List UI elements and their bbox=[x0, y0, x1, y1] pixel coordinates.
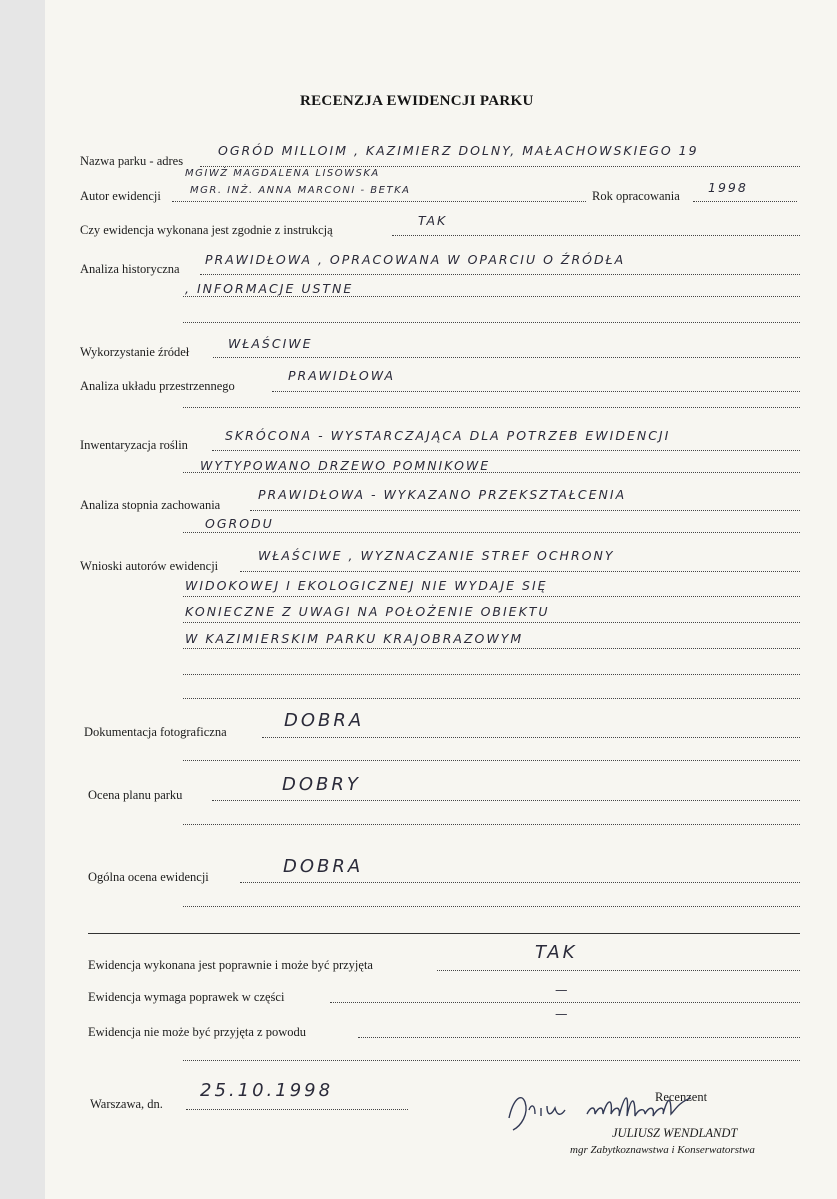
dots-plan bbox=[212, 800, 800, 801]
scan-edge bbox=[0, 0, 45, 1199]
value-date: 25.10.1998 bbox=[200, 1080, 334, 1101]
dots-analiza-hist-1 bbox=[200, 274, 800, 275]
label-wnioski: Wnioski autorów ewidencji bbox=[80, 559, 219, 573]
label-place: Warszawa, dn. bbox=[90, 1097, 163, 1111]
dots-wnioski-4 bbox=[183, 648, 800, 649]
value-nazwa: OGRÓD MILLOIM , KAZIMIERZ DOLNY, MAŁACHOWSKIEGO 19 bbox=[218, 143, 699, 158]
dots-wnioski-6 bbox=[183, 698, 800, 699]
dots-verdict-poprawnie bbox=[437, 970, 800, 971]
value-plan: DOBRY bbox=[282, 774, 361, 795]
dots-plan-2 bbox=[183, 824, 800, 825]
value-verdict-poprawnie: TAK bbox=[535, 942, 578, 963]
dots-uklad bbox=[272, 391, 800, 392]
section-divider bbox=[88, 933, 800, 934]
dots-analiza-hist-2 bbox=[183, 296, 800, 297]
label-verdict-poprawki: Ewidencja wymaga poprawek w części bbox=[88, 990, 285, 1004]
reviewer-role: Recenzent bbox=[655, 1090, 708, 1104]
document-title: RECENZJA EWIDENCJI PARKU bbox=[300, 93, 534, 109]
label-instrukcja: Czy ewidencja wykonana jest zgodnie z instrukcją bbox=[80, 223, 333, 237]
value-verdict-nie: — bbox=[555, 1006, 570, 1021]
value-inwentaryzacja-1: SKRÓCONA - WYSTARCZAJĄCA DLA POTRZEB EWIDENCJI bbox=[225, 428, 671, 443]
dots-inwentaryzacja-1 bbox=[212, 450, 800, 451]
label-verdict-poprawnie: Ewidencja wykonana jest poprawnie i może być przyjęta bbox=[88, 958, 373, 972]
value-autor-top: MGIWŻ MAGDALENA LISOWSKA bbox=[185, 168, 380, 179]
label-uklad: Analiza układu przestrzennego bbox=[80, 379, 235, 393]
value-inwentaryzacja-2: WYTYPOWANO DRZEWO POMNIKOWE bbox=[200, 458, 491, 473]
value-analiza-hist-2: , INFORMACJE USTNE bbox=[185, 281, 354, 296]
label-nazwa: Nazwa parku - adres bbox=[80, 154, 184, 168]
dots-wnioski-1 bbox=[240, 571, 800, 572]
value-uklad: PRAWIDŁOWA bbox=[288, 368, 395, 383]
dots-uklad-2 bbox=[183, 407, 800, 408]
reviewer-name: JULIUSZ WENDLANDT bbox=[612, 1126, 738, 1140]
value-analiza-hist-1: PRAWIDŁOWA , OPRACOWANA W OPARCIU O ŹRÓDŁA bbox=[205, 252, 626, 267]
value-wnioski-4: W KAZIMIERSKIM PARKU KRAJOBRAZOWYM bbox=[185, 631, 524, 646]
dots-stopien-2 bbox=[183, 532, 800, 533]
label-verdict-nie: Ewidencja nie może być przyjęta z powodu bbox=[88, 1025, 306, 1039]
label-fotografia: Dokumentacja fotograficzna bbox=[84, 725, 227, 739]
dots-wnioski-2 bbox=[183, 596, 800, 597]
reviewer-title: mgr Zabytkoznawstwa i Konserwatorstwa bbox=[570, 1144, 755, 1156]
dots-date bbox=[186, 1109, 408, 1110]
value-autor: MGR. INŻ. ANNA MARCONI - BETKA bbox=[190, 185, 411, 196]
dots-wnioski-5 bbox=[183, 674, 800, 675]
value-fotografia: DOBRA bbox=[284, 710, 365, 731]
value-verdict-poprawki: — bbox=[555, 982, 570, 997]
label-rok: Rok opracowania bbox=[592, 189, 680, 203]
dots-wnioski-3 bbox=[183, 622, 800, 623]
value-wnioski-1: WŁAŚCIWE , WYZNACZANIE STREF OCHRONY bbox=[258, 548, 615, 563]
value-zrodla: WŁAŚCIWE bbox=[228, 336, 313, 351]
label-autor: Autor ewidencji bbox=[80, 189, 161, 203]
dots-autor bbox=[172, 201, 586, 202]
value-stopien-1: PRAWIDŁOWA - WYKAZANO PRZEKSZTAŁCENIA bbox=[258, 487, 627, 502]
dots-analiza-hist-3 bbox=[183, 322, 800, 323]
dots-rok bbox=[693, 201, 797, 202]
dots-fotografia-2 bbox=[183, 760, 800, 761]
label-analiza-hist: Analiza historyczna bbox=[80, 262, 180, 276]
label-plan: Ocena planu parku bbox=[88, 788, 183, 802]
dots-verdict-poprawki bbox=[330, 1002, 800, 1003]
dots-ogolna bbox=[240, 882, 800, 883]
label-zrodla: Wykorzystanie źródeł bbox=[80, 345, 190, 359]
label-ogolna: Ogólna ocena ewidencji bbox=[88, 870, 209, 884]
dots-verdict-nie bbox=[358, 1037, 800, 1038]
dots-zrodla bbox=[213, 357, 800, 358]
value-wnioski-3: KONIECZNE Z UWAGI NA POŁOŻENIE OBIEKTU bbox=[185, 604, 550, 619]
label-inwentaryzacja: Inwentaryzacja roślin bbox=[80, 438, 188, 452]
value-rok: 1998 bbox=[708, 180, 748, 195]
value-stopien-2: OGRODU bbox=[205, 516, 274, 531]
dots-ogolna-2 bbox=[183, 906, 800, 907]
dots-instrukcja bbox=[392, 235, 800, 236]
label-stopien: Analiza stopnia zachowania bbox=[80, 498, 221, 512]
value-instrukcja: TAK bbox=[418, 213, 448, 228]
dots-fotografia bbox=[262, 737, 800, 738]
value-wnioski-2: WIDOKOWEJ I EKOLOGICZNEJ NIE WYDAJE SIĘ bbox=[185, 578, 548, 593]
dots-stopien-1 bbox=[250, 510, 800, 511]
dots-nazwa bbox=[200, 166, 800, 167]
value-ogolna: DOBRA bbox=[283, 856, 364, 877]
dots-verdict-nie-2 bbox=[183, 1060, 800, 1061]
